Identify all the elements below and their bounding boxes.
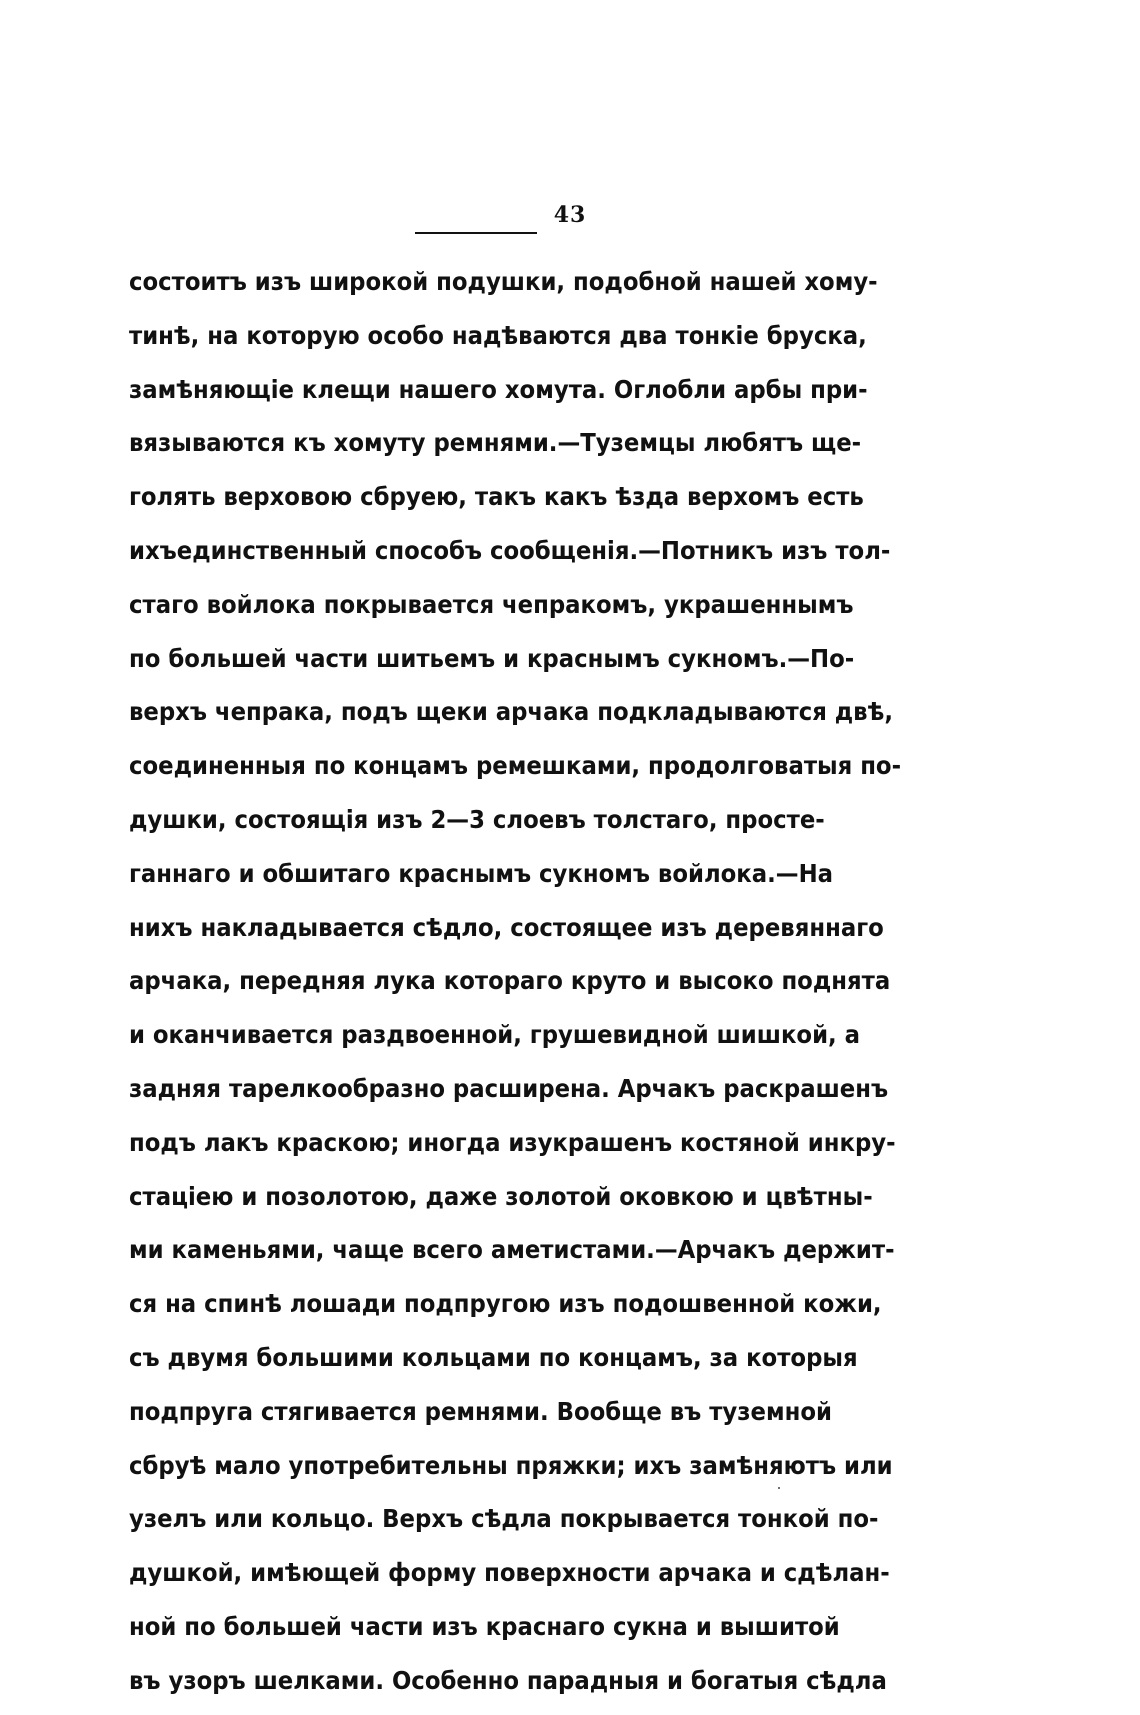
text-line: подъ лакъ краскою; иногда изукрашенъ костяной инкру- <box>129 1127 896 1157</box>
text-line: стаго войлока покрывается чепракомъ, украшеннымъ <box>129 589 854 619</box>
text-line: и оканчивается раздвоенной, грушевидной шишкой, а <box>129 1020 861 1050</box>
text-line: соединенныя по концамъ ремешками, продолговатыя по- <box>129 751 902 781</box>
header-rule <box>415 232 537 234</box>
text-line: сбруѣ мало употребительны пряжки; ихъ замѣняютъ или <box>129 1450 893 1480</box>
text-line: замѣняющіе клещи нашего хомута. Оглобли арбы при- <box>129 374 868 404</box>
text-line: тинѣ, на которую особо надѣваются два тонкіе бруска, <box>129 320 867 350</box>
body-text <box>129 262 902 1715</box>
text-line: верхъ чепрака, подъ щеки арчака подкладываются двѣ, <box>129 697 894 727</box>
text-line: узелъ или кольцо. Верхъ сѣдла покрывается тонкой по- <box>129 1504 879 1534</box>
text-line: подпруга стягивается ремнями. Вообще въ туземной <box>129 1396 832 1426</box>
text-line: арчака, передняя лука котораго круто и высоко поднята <box>129 966 891 996</box>
text-line: ганнаго и обшитаго краснымъ сукномъ войлока.—На <box>129 858 834 888</box>
page-number: 43 <box>553 202 587 228</box>
text-line: ми каменьями, чаще всего аметистами.—Арчакъ держит- <box>129 1235 895 1265</box>
text-line: вязываются къ хомуту ремнями.—Туземцы любятъ ще- <box>129 428 862 458</box>
text-line: задняя тарелкообразно расширена. Арчакъ раскрашенъ <box>129 1073 889 1103</box>
text-line: голять верховою сбруею, такъ какъ ѣзда верхомъ есть <box>129 482 864 512</box>
text-line: душки, состоящія изъ 2—3 слоевъ толстаго, простe- <box>129 804 825 834</box>
text-line: стаціею и позолотою, даже золотой оковкою и цвѣтны- <box>129 1181 873 1211</box>
ink-speck <box>778 1487 780 1489</box>
text-line: ной по большей части изъ краснаго сукна и вышитой <box>129 1611 840 1641</box>
text-line: состоитъ изъ широкой подушки, подобной нашей хому- <box>129 267 878 296</box>
text-line: по большей части шитьемъ и краснымъ сукномъ.—По- <box>129 643 855 673</box>
text-line: съ двумя большими кольцами по концамъ, за которыя <box>129 1342 858 1372</box>
text-line: ихъединственный способъ сообщенія.—Потникъ изъ тол- <box>129 535 891 565</box>
text-line: нихъ накладывается сѣдло, состоящее изъ деревяннаго <box>129 912 884 942</box>
text-line: въ узоръ шелками. Особенно парадныя и богатыя сѣдла <box>129 1665 887 1695</box>
text-line: душкой, имѣющей форму поверхности арчака и сдѣлан- <box>129 1558 890 1588</box>
text-line: ся на спинѣ лошади подпругою изъ подошвенной кожи, <box>129 1289 882 1319</box>
